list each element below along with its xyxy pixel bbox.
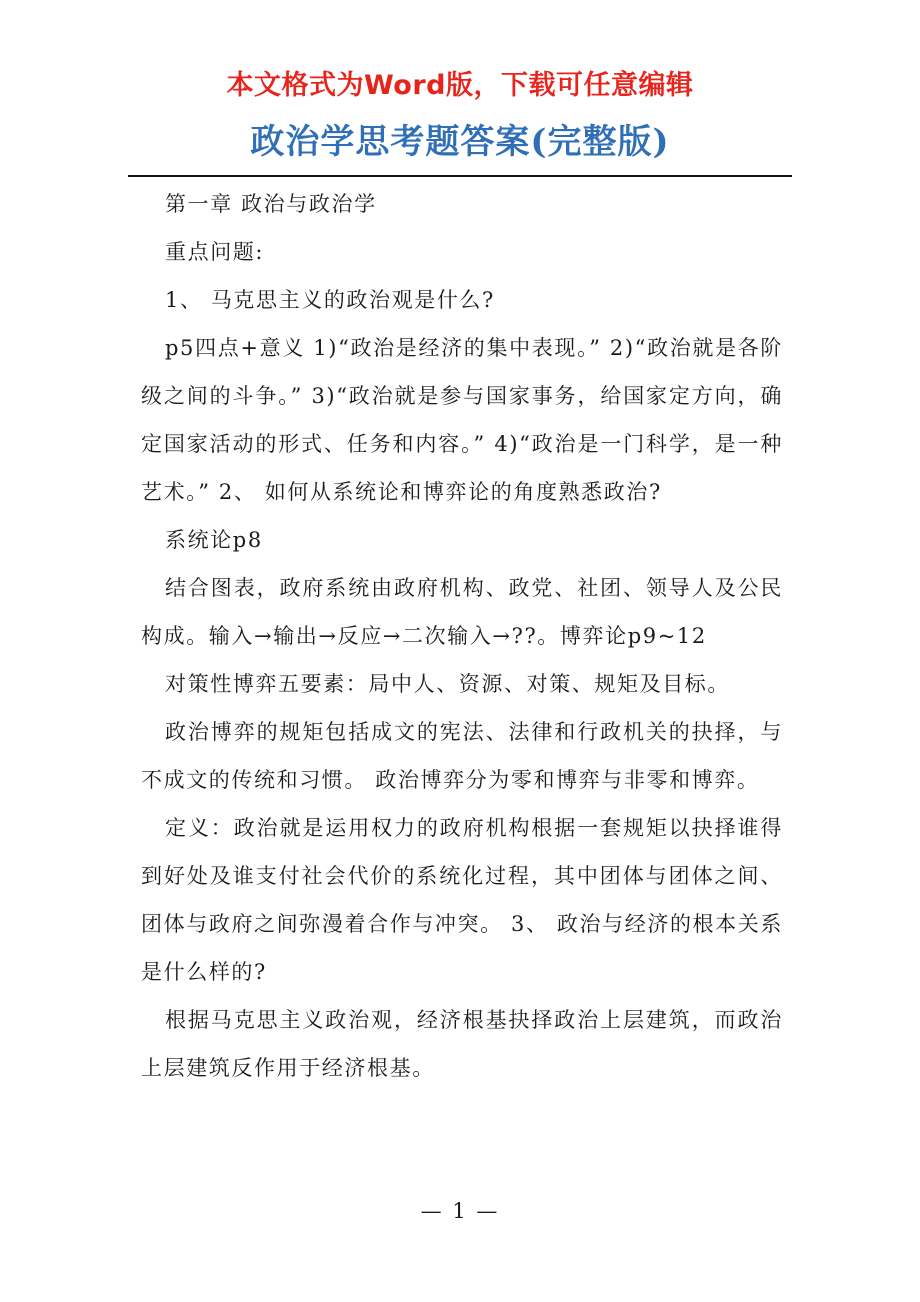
game-elements-paragraph: 对策性博弈五要素：局中人、资源、对策、规矩及目标。 <box>165 672 730 696</box>
key-questions-label: 重点问题: <box>165 240 265 264</box>
document-title: 政治学思考题答案(完整版) <box>250 122 670 162</box>
chapter-heading: 第一章 政治与政治学 <box>165 192 377 216</box>
question-1: 1、 马克思主义的政治观是什么? <box>165 288 495 312</box>
definition-paragraph: 定义：政治就是运用权力的政府机构根据一套规矩以抉择谁得到好处及谁支付社会代价的系统化过程，其中团体与团体之间、团体与政府之间弥漫着合作与冲突。 3、 政治与经济的根本关系是什么样的? <box>141 816 783 984</box>
answer-1-paragraph: p5四点+意义 1)“政治是经济的集中表现。” 2)“政治就是各阶级之间的斗争。” 3)“政治就是参与国家事务，给国家定方向，确定国家活动的形式、任务和内容。” 4)“政治是一门科学，是一种艺术。” 2、 如何从系统论和博弈论的角度熟悉政治? <box>141 336 783 504</box>
game-rules-paragraph: 政治博弈的规矩包括成文的宪法、法律和行政机关的抉择，与不成文的传统和习惯。 政治博弈分为零和博弈与非零和博弈。 <box>141 720 783 792</box>
systems-theory-paragraph: 结合图表，政府系统由政府机构、政党、社团、领导人及公民构成。输入→输出→反应→二次输入→??。博弈论p9~12 <box>141 576 783 648</box>
title-divider <box>128 175 792 177</box>
document-body <box>141 180 783 1092</box>
answer-3-paragraph: 根据马克思主义政治观，经济根基抉择政治上层建筑，而政治上层建筑反作用于经济根基。 <box>141 1008 783 1080</box>
systems-theory-ref: 系统论p8 <box>165 528 263 552</box>
editable-format-banner: 本文格式为Word版，下载可任意编辑 <box>226 70 694 101</box>
page-number: — 1 — <box>420 1199 500 1223</box>
